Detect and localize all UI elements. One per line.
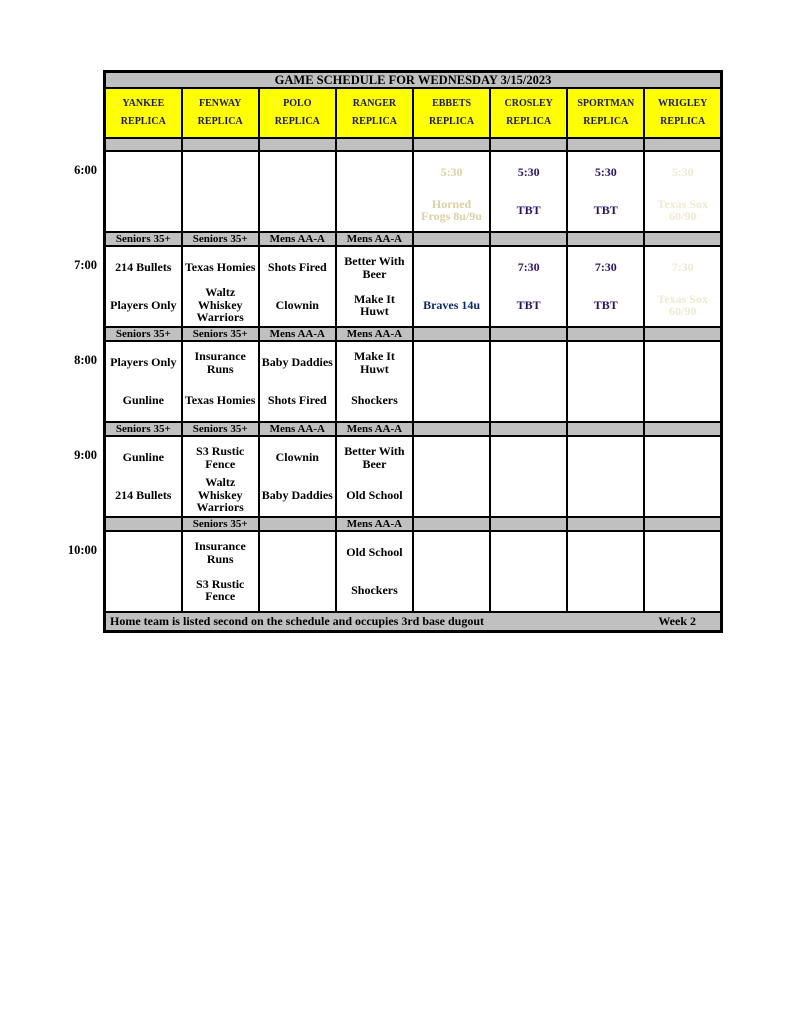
cell-top-text bbox=[106, 534, 181, 572]
cell-bottom-text: Make It Huwt bbox=[353, 291, 395, 319]
division-label-empty bbox=[490, 232, 567, 246]
cell-10-00-sportman bbox=[567, 531, 644, 612]
venue-header-ebbets bbox=[413, 88, 490, 138]
cell-10-00-crosley bbox=[490, 531, 567, 612]
cell-10-00-yankee bbox=[105, 531, 182, 612]
venue-name: CROSLEY bbox=[504, 98, 553, 109]
spacer-cell bbox=[644, 138, 721, 151]
division-label-mens-aa-a: Mens AA-A bbox=[259, 327, 336, 341]
cell-bottom-text: Shots Fired bbox=[267, 392, 327, 407]
cell-9-00-wrigley bbox=[644, 436, 721, 517]
venue-header-polo bbox=[259, 88, 336, 138]
cell-top-text bbox=[491, 344, 566, 382]
time-label-10-00: 10:00 bbox=[67, 543, 97, 557]
cell-top-text bbox=[645, 344, 720, 382]
cell-bottom-text: Clownin bbox=[275, 297, 319, 312]
spacer-cell bbox=[182, 138, 259, 151]
division-label-empty bbox=[567, 232, 644, 246]
cell-9-00-ebbets bbox=[413, 436, 490, 517]
cell-6-00-polo bbox=[259, 151, 336, 232]
cell-bottom-text: S3 Rustic Fence bbox=[196, 576, 245, 604]
division-label-empty bbox=[644, 517, 721, 531]
division-label-empty bbox=[105, 517, 182, 531]
spacer-cell bbox=[105, 138, 182, 151]
week-badge: Week 2 bbox=[658, 614, 696, 628]
venue-header-ranger bbox=[336, 88, 413, 138]
division-label-mens-aa-a: Mens AA-A bbox=[336, 422, 413, 436]
cell-6-00-yankee bbox=[105, 151, 182, 232]
cell-top-text bbox=[106, 154, 181, 192]
division-label-seniors-35: Seniors 35+ bbox=[105, 327, 182, 341]
division-label-mens-aa-a: Mens AA-A bbox=[336, 232, 413, 246]
cell-bottom-text: Texas Homies bbox=[184, 392, 256, 407]
division-row bbox=[105, 327, 722, 341]
cell-bottom-text bbox=[337, 192, 412, 230]
cell-bottom-text bbox=[645, 572, 720, 610]
game-row-7-00 bbox=[105, 246, 722, 327]
cell-9-00-fenway bbox=[182, 436, 259, 517]
cell-7-00-ebbets bbox=[413, 246, 490, 327]
cell-top-text: Insurance Runs bbox=[194, 349, 246, 376]
cell-9-00-yankee bbox=[105, 436, 182, 517]
cell-top-text bbox=[414, 534, 489, 572]
cell-8-00-ebbets bbox=[413, 341, 490, 422]
venue-subtitle: REPLICA bbox=[583, 116, 629, 127]
cell-6-00-wrigley bbox=[644, 151, 721, 232]
schedule-title: GAME SCHEDULE FOR WEDNESDAY 3/15/2023 bbox=[105, 72, 722, 89]
time-label-8-00: 8:00 bbox=[74, 353, 97, 367]
cell-top-text: Texas Homies bbox=[184, 260, 256, 275]
cell-8-00-wrigley bbox=[644, 341, 721, 422]
cell-bottom-text bbox=[414, 477, 489, 515]
cell-top-text: 5:30 bbox=[671, 165, 694, 180]
cell-top-text bbox=[491, 439, 566, 477]
venue-header-fenway bbox=[182, 88, 259, 138]
time-label-6-00: 6:00 bbox=[74, 163, 97, 177]
cell-7-00-fenway bbox=[182, 246, 259, 327]
division-label-empty bbox=[259, 517, 336, 531]
cell-bottom-text bbox=[568, 382, 643, 420]
cell-bottom-text: TBT bbox=[516, 297, 541, 312]
venue-subtitle: REPLICA bbox=[660, 116, 706, 127]
division-row bbox=[105, 232, 722, 246]
cell-bottom-text bbox=[568, 572, 643, 610]
cell-top-text bbox=[568, 534, 643, 572]
spacer-cell bbox=[259, 138, 336, 151]
cell-top-text: 7:30 bbox=[517, 260, 540, 275]
game-row-8-00 bbox=[105, 341, 722, 422]
division-label-empty bbox=[490, 422, 567, 436]
cell-6-00-ebbets bbox=[413, 151, 490, 232]
division-label-empty bbox=[413, 327, 490, 341]
division-label-mens-aa-a: Mens AA-A bbox=[336, 517, 413, 531]
spacer-row bbox=[105, 138, 722, 151]
game-row-6-00 bbox=[105, 151, 722, 232]
cell-top-text bbox=[414, 439, 489, 477]
cell-10-00-polo bbox=[259, 531, 336, 612]
division-label-empty bbox=[413, 232, 490, 246]
cell-bottom-text bbox=[414, 382, 489, 420]
cell-bottom-text bbox=[491, 477, 566, 515]
cell-10-00-ebbets bbox=[413, 531, 490, 612]
cell-bottom-text: Waltz Whiskey Warriors bbox=[196, 475, 244, 515]
cell-bottom-text: Shockers bbox=[351, 582, 398, 597]
cell-top-text bbox=[645, 534, 720, 572]
division-label-seniors-35: Seniors 35+ bbox=[182, 517, 259, 531]
venue-subtitle: REPLICA bbox=[351, 116, 397, 127]
venue-header-yankee bbox=[105, 88, 182, 138]
venue-header-sportman bbox=[567, 88, 644, 138]
venue-subtitle: REPLICA bbox=[429, 116, 475, 127]
cell-top-text bbox=[645, 439, 720, 477]
division-label-empty bbox=[567, 517, 644, 531]
spacer-cell bbox=[413, 138, 490, 151]
cell-top-text: Gunline bbox=[122, 450, 164, 465]
cell-bottom-text: Shockers bbox=[351, 392, 398, 407]
division-label-empty bbox=[644, 327, 721, 341]
cell-8-00-fenway bbox=[182, 341, 259, 422]
cell-bottom-text: Gunline bbox=[122, 392, 164, 407]
venue-name: YANKEE bbox=[122, 98, 165, 109]
venue-header-wrigley bbox=[644, 88, 721, 138]
cell-top-text: Better With Beer bbox=[344, 254, 405, 281]
cell-bottom-text: 214 Bullets bbox=[115, 487, 172, 502]
cell-7-00-sportman bbox=[567, 246, 644, 327]
cell-6-00-fenway bbox=[182, 151, 259, 232]
cell-7-00-yankee bbox=[105, 246, 182, 327]
cell-9-00-ranger bbox=[336, 436, 413, 517]
division-label-empty bbox=[490, 517, 567, 531]
cell-9-00-crosley bbox=[490, 436, 567, 517]
division-row bbox=[105, 422, 722, 436]
division-label-empty bbox=[490, 327, 567, 341]
cell-8-00-ranger bbox=[336, 341, 413, 422]
spacer-cell bbox=[567, 138, 644, 151]
cell-bottom-text: Old School bbox=[346, 487, 403, 502]
cell-top-text: S3 Rustic Fence bbox=[196, 444, 245, 471]
cell-bottom-text: Braves 14u bbox=[423, 297, 481, 312]
cell-bottom-text bbox=[260, 572, 335, 610]
venue-name: SPORTMAN bbox=[577, 98, 635, 109]
cell-7-00-crosley bbox=[490, 246, 567, 327]
cell-bottom-text: Texas Sox 60/90 bbox=[657, 196, 708, 224]
cell-6-00-sportman bbox=[567, 151, 644, 232]
cell-top-text: Shots Fired bbox=[267, 260, 327, 275]
cell-top-text: Players Only bbox=[110, 355, 177, 370]
venue-name: RANGER bbox=[352, 98, 397, 109]
cell-top-text bbox=[491, 534, 566, 572]
cell-top-text: Insurance Runs bbox=[194, 539, 246, 566]
cell-top-text: 214 Bullets bbox=[115, 260, 172, 275]
time-label-9-00: 9:00 bbox=[74, 448, 97, 462]
cell-8-00-crosley bbox=[490, 341, 567, 422]
cell-bottom-text bbox=[106, 192, 181, 230]
cell-6-00-crosley bbox=[490, 151, 567, 232]
cell-8-00-polo bbox=[259, 341, 336, 422]
cell-top-text bbox=[260, 154, 335, 192]
division-label-empty bbox=[413, 517, 490, 531]
cell-7-00-polo bbox=[259, 246, 336, 327]
division-label-mens-aa-a: Mens AA-A bbox=[336, 327, 413, 341]
venue-header-crosley bbox=[490, 88, 567, 138]
cell-bottom-text bbox=[183, 192, 258, 230]
cell-bottom-text bbox=[645, 382, 720, 420]
title-row bbox=[105, 72, 722, 89]
cell-bottom-text: TBT bbox=[516, 202, 541, 217]
cell-6-00-ranger bbox=[336, 151, 413, 232]
venue-subtitle: REPLICA bbox=[506, 116, 552, 127]
game-row-9-00 bbox=[105, 436, 722, 517]
cell-top-text bbox=[414, 344, 489, 382]
cell-top-text bbox=[568, 439, 643, 477]
cell-10-00-wrigley bbox=[644, 531, 721, 612]
cell-top-text bbox=[260, 534, 335, 572]
cell-bottom-text bbox=[491, 382, 566, 420]
cell-bottom-text: Baby Daddies bbox=[261, 487, 333, 502]
cell-top-text: Old School bbox=[346, 545, 403, 560]
division-label-seniors-35: Seniors 35+ bbox=[182, 422, 259, 436]
cell-top-text: 7:30 bbox=[671, 260, 694, 275]
footer-note: Home team is listed second on the schedule and occupies 3rd base dugout bbox=[110, 614, 485, 628]
spacer-cell bbox=[490, 138, 567, 151]
division-label-mens-aa-a: Mens AA-A bbox=[259, 232, 336, 246]
cell-top-text: Better With Beer bbox=[344, 444, 405, 471]
cell-top-text: Baby Daddies bbox=[261, 355, 333, 370]
cell-top-text: Clownin bbox=[275, 450, 319, 465]
cell-8-00-yankee bbox=[105, 341, 182, 422]
schedule-table bbox=[103, 70, 723, 633]
cell-top-text: 5:30 bbox=[517, 165, 540, 180]
venue-name: WRIGLEY bbox=[657, 98, 708, 109]
division-label-empty bbox=[644, 422, 721, 436]
cell-bottom-text bbox=[645, 477, 720, 515]
cell-9-00-sportman bbox=[567, 436, 644, 517]
venue-name: POLO bbox=[283, 98, 312, 109]
cell-10-00-ranger bbox=[336, 531, 413, 612]
division-label-seniors-35: Seniors 35+ bbox=[105, 422, 182, 436]
cell-bottom-text bbox=[414, 572, 489, 610]
division-label-seniors-35: Seniors 35+ bbox=[182, 327, 259, 341]
cell-top-text: Make It Huwt bbox=[353, 349, 395, 376]
cell-top-text bbox=[337, 154, 412, 192]
cell-top-text bbox=[568, 344, 643, 382]
cell-bottom-text bbox=[260, 192, 335, 230]
venue-subtitle: REPLICA bbox=[197, 116, 243, 127]
division-label-seniors-35: Seniors 35+ bbox=[182, 232, 259, 246]
cell-top-text: 7:30 bbox=[440, 260, 463, 275]
division-label-empty bbox=[413, 422, 490, 436]
game-row-10-00 bbox=[105, 531, 722, 612]
venue-name: FENWAY bbox=[198, 98, 242, 109]
footer-row bbox=[105, 612, 722, 632]
cell-top-text: 5:30 bbox=[440, 165, 463, 180]
division-label-empty bbox=[567, 327, 644, 341]
cell-bottom-text: Waltz Whiskey Warriors bbox=[196, 285, 244, 325]
cell-bottom-text bbox=[106, 572, 181, 610]
cell-9-00-polo bbox=[259, 436, 336, 517]
cell-10-00-fenway bbox=[182, 531, 259, 612]
cell-7-00-ranger bbox=[336, 246, 413, 327]
spacer-cell bbox=[336, 138, 413, 151]
cell-bottom-text bbox=[491, 572, 566, 610]
cell-bottom-text: TBT bbox=[593, 202, 618, 217]
cell-7-00-wrigley bbox=[644, 246, 721, 327]
division-label-empty bbox=[644, 232, 721, 246]
cell-bottom-text: Players Only bbox=[110, 297, 177, 312]
division-label-mens-aa-a: Mens AA-A bbox=[259, 422, 336, 436]
venue-subtitle: REPLICA bbox=[274, 116, 320, 127]
division-label-seniors-35: Seniors 35+ bbox=[105, 232, 182, 246]
time-label-7-00: 7:00 bbox=[74, 258, 97, 272]
cell-bottom-text: TBT bbox=[593, 297, 618, 312]
venue-header-row bbox=[105, 88, 722, 138]
cell-top-text bbox=[183, 154, 258, 192]
venue-subtitle: REPLICA bbox=[120, 116, 166, 127]
division-row bbox=[105, 517, 722, 531]
cell-top-text: 7:30 bbox=[594, 260, 617, 275]
cell-bottom-text: Texas Sox 60/90 bbox=[657, 291, 708, 319]
division-label-empty bbox=[567, 422, 644, 436]
cell-top-text: 5:30 bbox=[594, 165, 617, 180]
cell-8-00-sportman bbox=[567, 341, 644, 422]
venue-name: EBBETS bbox=[432, 98, 472, 109]
cell-bottom-text: Horned Frogs 8u/9u bbox=[421, 196, 482, 224]
cell-bottom-text bbox=[568, 477, 643, 515]
